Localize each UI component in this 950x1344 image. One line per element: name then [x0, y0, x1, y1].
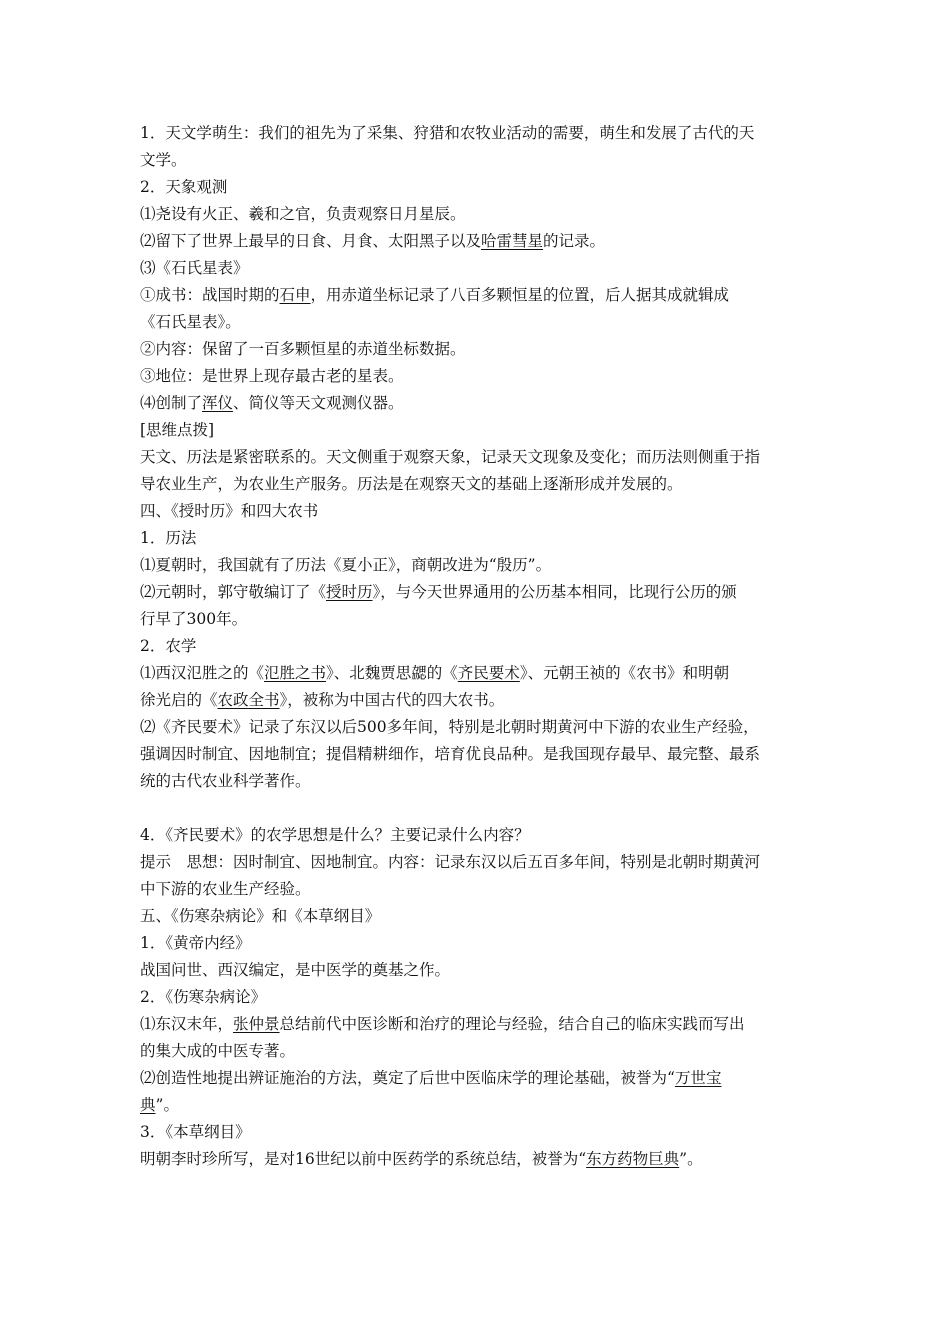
- text-line: 文学。: [140, 151, 187, 169]
- text-line: 战国问世、西汉编定，是中医学的奠基之作。: [140, 961, 451, 979]
- text-line: 天文、历法是紧密联系的。天文侧重于观察天象，记录天文现象及变化；而历法则侧重于指: [140, 448, 761, 466]
- underlined-term: 张仲景: [233, 1015, 280, 1033]
- heading: 2．《伤寒杂病论》: [140, 988, 267, 1006]
- document-body: [140, 120, 820, 1173]
- underlined-term: 石申: [279, 286, 311, 304]
- underlined-term: 万世宝: [674, 1069, 722, 1087]
- text-line: 典”。: [140, 1096, 179, 1114]
- text-line: 的集大成的中医专著。: [140, 1042, 296, 1060]
- text-line: 明朝李时珍所写，是对16世纪以前中医药学的系统总结，被誉为“东方药物巨典”。: [140, 1150, 703, 1168]
- text-line: ⑵《齐民要术》记录了东汉以后500多年间，特别是北朝时期黄河中下游的农业生产经验，: [140, 718, 759, 736]
- heading: 1．历法: [140, 529, 197, 547]
- text-line: ⑴东汉末年，张仲景总结前代中医诊断和治疗的理论与经验，结合自己的临床实践而写出: [140, 1015, 745, 1033]
- question: 4．《齐民要术》的农学思想是什么？主要记录什么内容？: [140, 826, 530, 844]
- text-line: ⑴西汉氾胜之的《氾胜之书》、北魏贾思勰的《齐民要术》、元朝王祯的《农书》和明朝: [140, 664, 730, 682]
- underlined-term: 典: [140, 1096, 156, 1114]
- underlined-term: 授时历: [326, 583, 373, 601]
- heading: 3．《本草纲目》: [140, 1123, 251, 1141]
- text-line: ⑴夏朝时，我国就有了历法《夏小正》，商朝改进为“殷历”。: [140, 556, 552, 574]
- underlined-term: 农政全书: [217, 691, 280, 709]
- text-line: ⑵留下了世界上最早的日食、月食、太阳黑子以及哈雷彗星的记录。: [140, 232, 606, 250]
- text-line: ⑵创造性地提出辨证施治的方法，奠定了后世中医临床学的理论基础，被誉为“万世宝: [140, 1069, 722, 1087]
- text-line: 强调因时制宜、因地制宜；提倡精耕细作，培育优良品种。是我国现存最早、最完整、最系: [140, 745, 761, 763]
- underlined-term: 齐民要术: [457, 664, 520, 682]
- underlined-term: 浑仪: [202, 394, 234, 412]
- section-title: 五、《伤寒杂病论》和《本草纲目》: [140, 907, 381, 925]
- text-line: ②内容：保留了一百多颗恒星的赤道坐标数据。: [140, 340, 466, 358]
- text-line: ⑴尧设有火正、羲和之官，负责观察日月星辰。: [140, 205, 466, 223]
- text-line: ⑷创制了浑仪、简仪等天文观测仪器。: [140, 394, 404, 412]
- text-line: 《石氏星表》。: [140, 313, 241, 331]
- blank-line: [140, 795, 820, 822]
- text-line: 行早了300年。: [140, 610, 248, 628]
- underlined-term: 哈雷彗星: [481, 232, 544, 250]
- text-line: ⑵元朝时，郭守敬编订了《授时历》，与今天世界通用的公历基本相同，比现行公历的颁: [140, 583, 737, 601]
- text-line: 统的古代农业科学著作。: [140, 772, 311, 790]
- heading: 2．天象观测: [140, 178, 228, 196]
- text-line: ①成书：战国时期的石申，用赤道坐标记录了八百多颗恒星的位置，后人据其成就辑成: [140, 286, 730, 304]
- section-title: 四、《授时历》和四大农书: [140, 502, 319, 520]
- answer-line: 中下游的农业生产经验。: [140, 880, 311, 898]
- underlined-term: 东方药物巨典: [586, 1150, 680, 1168]
- underlined-term: 氾胜之书: [264, 664, 327, 682]
- text-line: ⑶《石氏星表》: [140, 259, 249, 277]
- think-label: [思维点拨]: [140, 421, 215, 439]
- heading: 1．《黄帝内经》: [140, 934, 251, 952]
- text-line: 徐光启的《农政全书》，被称为中国古代的四大农书。: [140, 691, 505, 709]
- answer-line: 提示 思想：因时制宜、因地制宜。内容：记录东汉以后五百多年间，特别是北朝时期黄河: [140, 853, 761, 871]
- text-line: 导农业生产，为农业生产服务。历法是在观察天文的基础上逐渐形成并发展的。: [140, 475, 683, 493]
- text-line: ③地位：是世界上现存最古老的星表。: [140, 367, 404, 385]
- heading: 2．农学: [140, 637, 197, 655]
- text-line: 1．天文学萌生：我们的祖先为了采集、狩猎和农牧业活动的需要，萌生和发展了古代的天: [140, 124, 755, 142]
